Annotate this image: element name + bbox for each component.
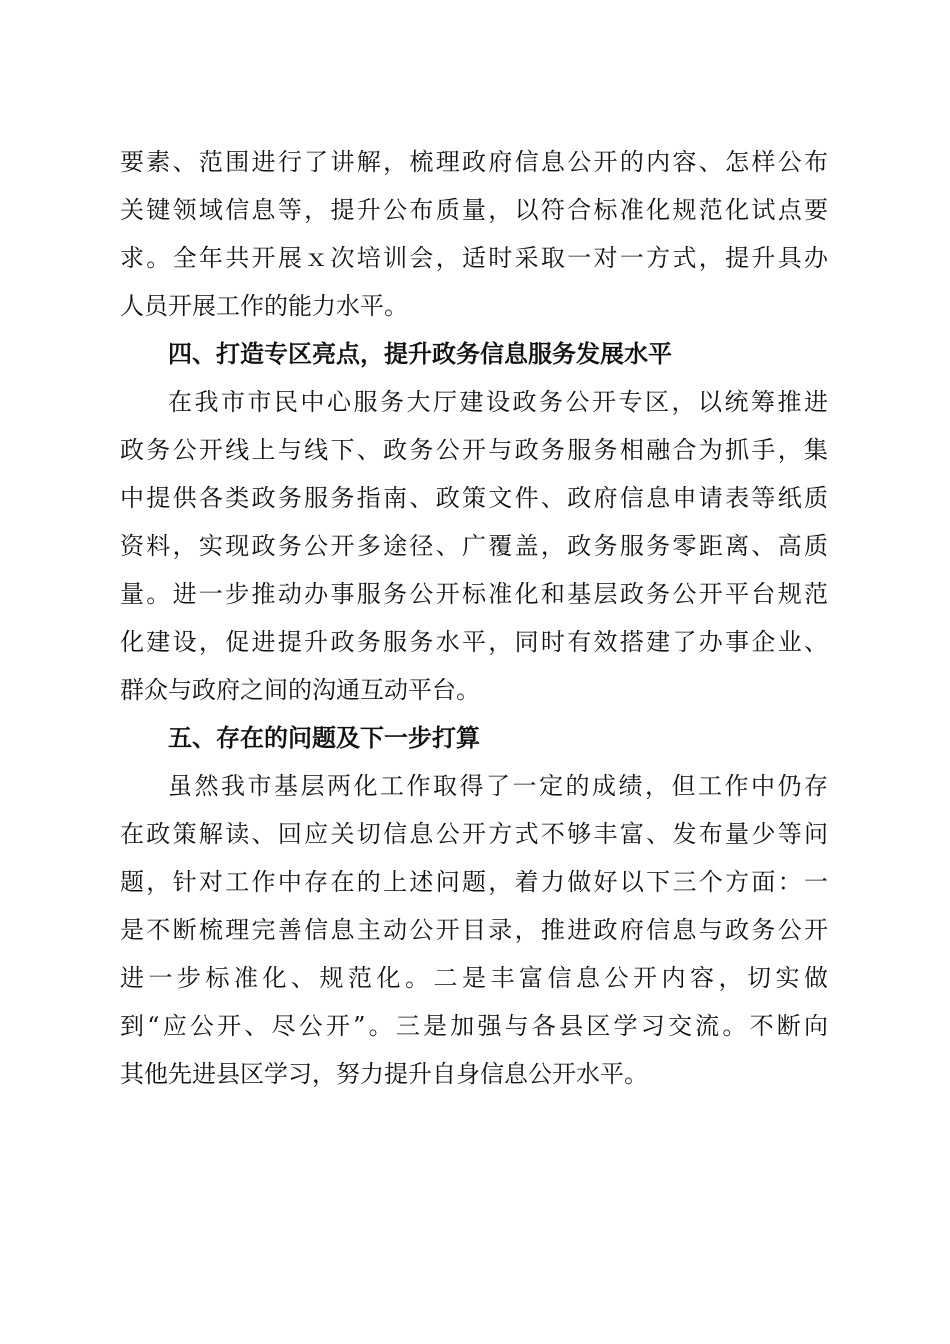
paragraph-training xyxy=(120,138,828,330)
text-line: 政务公开线上与线下、政务公开与政务服务相融合为抓手，集 xyxy=(120,436,828,464)
text-line: 在政策解读、回应关切信息公开方式不够丰富、发布量少等问 xyxy=(120,820,828,848)
text-line: 化建设，促进提升政务服务水平，同时有效搭建了办事企业、 xyxy=(120,628,828,656)
text-line: 关键领域信息等，提升公布质量，以符合标准化规范化试点要 xyxy=(120,196,828,224)
text-line: 群众与政府之间的沟通互动平台。 xyxy=(120,676,480,704)
paragraph-problems-next-steps xyxy=(120,762,828,1098)
text-line: 求。全年共开展ｘ次培训会，适时采取一对一方式，提升具办 xyxy=(120,244,828,272)
section-heading-5: 五、存在的问题及下一步打算 xyxy=(168,724,480,752)
text-line: 虽然我市基层两化工作取得了一定的成绩，但工作中仍存 xyxy=(168,772,828,800)
text-line: 量。进一步推动办事服务公开标准化和基层政务公开平台规范 xyxy=(120,580,828,608)
paragraph-service-zone xyxy=(120,378,828,714)
text-line: 是不断梳理完善信息主动公开目录，推进政府信息与政务公开 xyxy=(120,916,828,944)
text-line: 进一步标准化、规范化。二是丰富信息公开内容，切实做 xyxy=(120,964,828,992)
text-line: 人员开展工作的能力水平。 xyxy=(120,292,408,320)
section-heading-4: 四、打造专区亮点，提升政务信息服务发展水平 xyxy=(168,340,672,368)
text-line: 到“应公开、尽公开”。三是加强与各县区学习交流。不断向 xyxy=(120,1012,828,1040)
document-body xyxy=(120,138,828,1098)
text-line: 题，针对工作中存在的上述问题，着力做好以下三个方面：一 xyxy=(120,868,828,896)
text-line: 中提供各类政务服务指南、政策文件、政府信息申请表等纸质 xyxy=(120,484,828,512)
text-line: 在我市市民中心服务大厅建设政务公开专区，以统筹推进 xyxy=(168,388,828,416)
text-line: 资料，实现政务公开多途径、广覆盖，政务服务零距离、高质 xyxy=(120,532,828,560)
text-line: 其他先进县区学习，努力提升自身信息公开水平。 xyxy=(120,1060,648,1088)
text-line: 要素、范围进行了讲解，梳理政府信息公开的内容、怎样公布 xyxy=(120,148,828,176)
